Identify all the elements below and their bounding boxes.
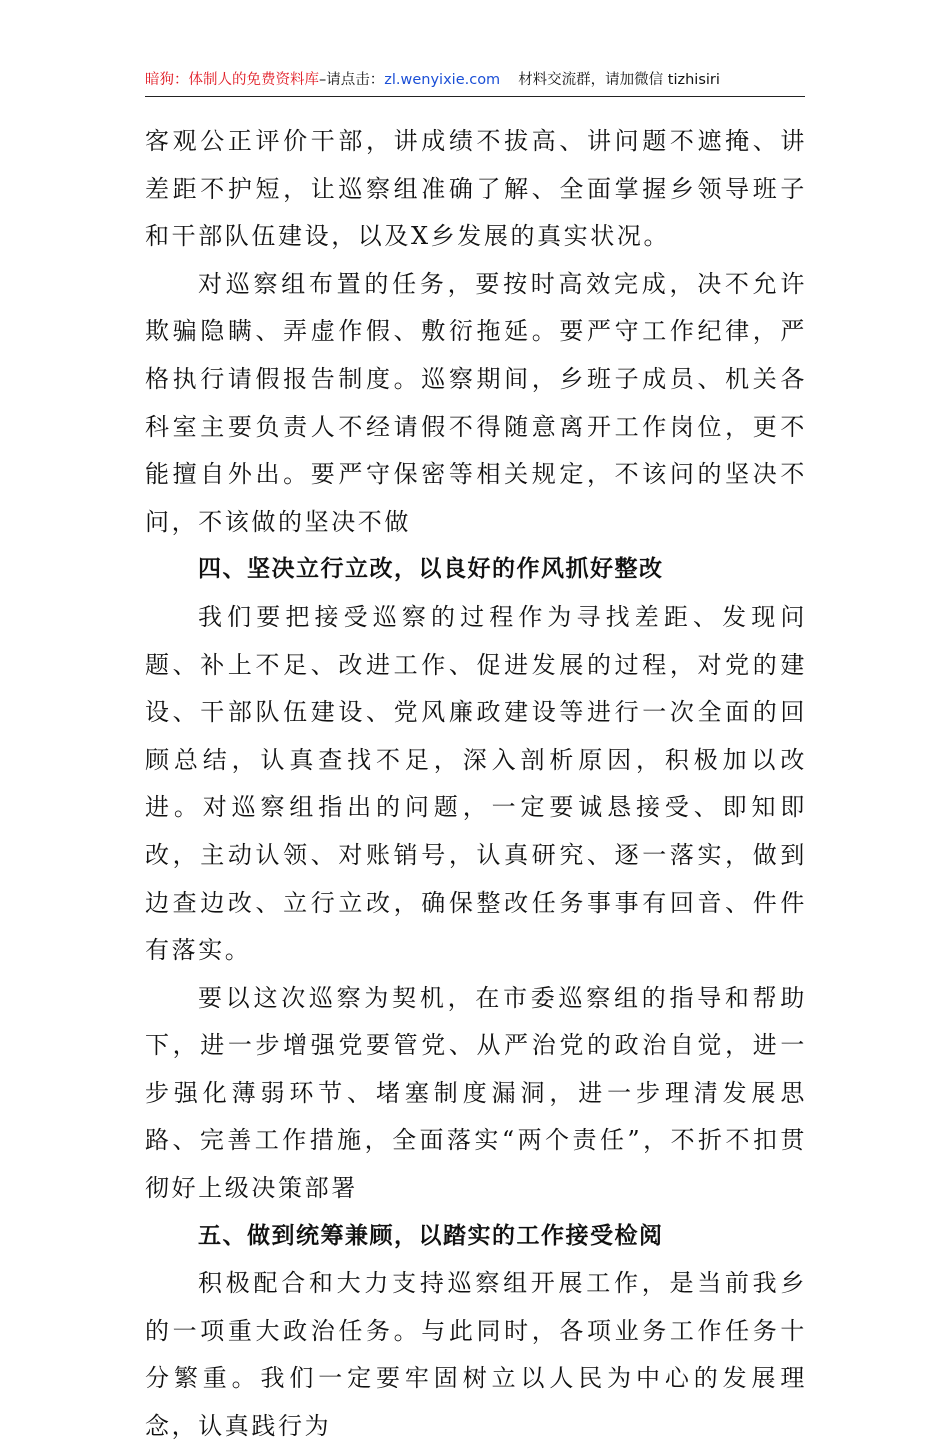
paragraph-2: 对巡察组布置的任务，要按时高效完成，决不允许欺骗隐瞒、弄虚作假、敷衍拖延。要严守工作纪律，严格执行请假报告制度。巡察期间，乡班子成员、机关各科室主要负责人不经请假不得随意离开工作岗位，更不能擅自外出。要严守保密等相关规定，不该问的坚决不问，不该做的坚决不做 — [145, 269, 807, 536]
paragraph-3: 我们要把接受巡察的过程作为寻找差距、发现问题、补上不足、改进工作、促进发展的过程，对党的建设、干部队伍建设、党风廉政建设等进行一次全面的回顾总结，认真查找不足，深入剖析原因，积极加以改进。对巡察组指出的问题，一定要诚恳接受、即知即改，主动认领、对账销号，认真研究、逐一落实，做到边查边改、立行立改，确保整改任务事事有回音、件件有落实。 — [145, 602, 807, 965]
section-heading-5: 五、做到统筹兼顾，以踏实的工作接受检阅 — [198, 1222, 664, 1249]
paragraph-1: 客观公正评价干部，讲成绩不拔高、讲问题不遮掩、讲差距不护短，让巡察组准确了解、全面掌握乡领导班子和干部队伍建设，以及X乡发展的真实状况。 — [145, 127, 807, 251]
contact-text: 材料交流群，请加微信 tizhisiri — [518, 72, 720, 88]
site-link[interactable]: zl.wenyixie.com — [384, 72, 501, 88]
document-body — [145, 118, 807, 1451]
paragraph-5: 积极配合和大力支持巡察组开展工作，是当前我乡的一项重大政治任务。与此同时，各项业务工作任务十分繁重。我们一定要牢固树立以人民为中心的发展理念，认真践行为 — [145, 1269, 807, 1441]
header-divider — [145, 96, 805, 97]
section-heading-4: 四、坚决立行立改，以良好的作风抓好整改 — [198, 556, 664, 583]
paragraph-4: 要以这次巡察为契机，在市委巡察组的指导和帮助下，进一步增强党要管党、从严治党的政治自觉，进一步强化薄弱环节、堵塞制度漏洞，进一步理清发展思路、完善工作措施，全面落实“两个责任”，不折不扣贯彻好上级决策部署 — [145, 983, 807, 1203]
page-header — [145, 66, 805, 94]
brand-text: 暗狗：体制人的免费资料库 — [145, 72, 319, 88]
click-prompt: –请点击： — [319, 72, 385, 88]
